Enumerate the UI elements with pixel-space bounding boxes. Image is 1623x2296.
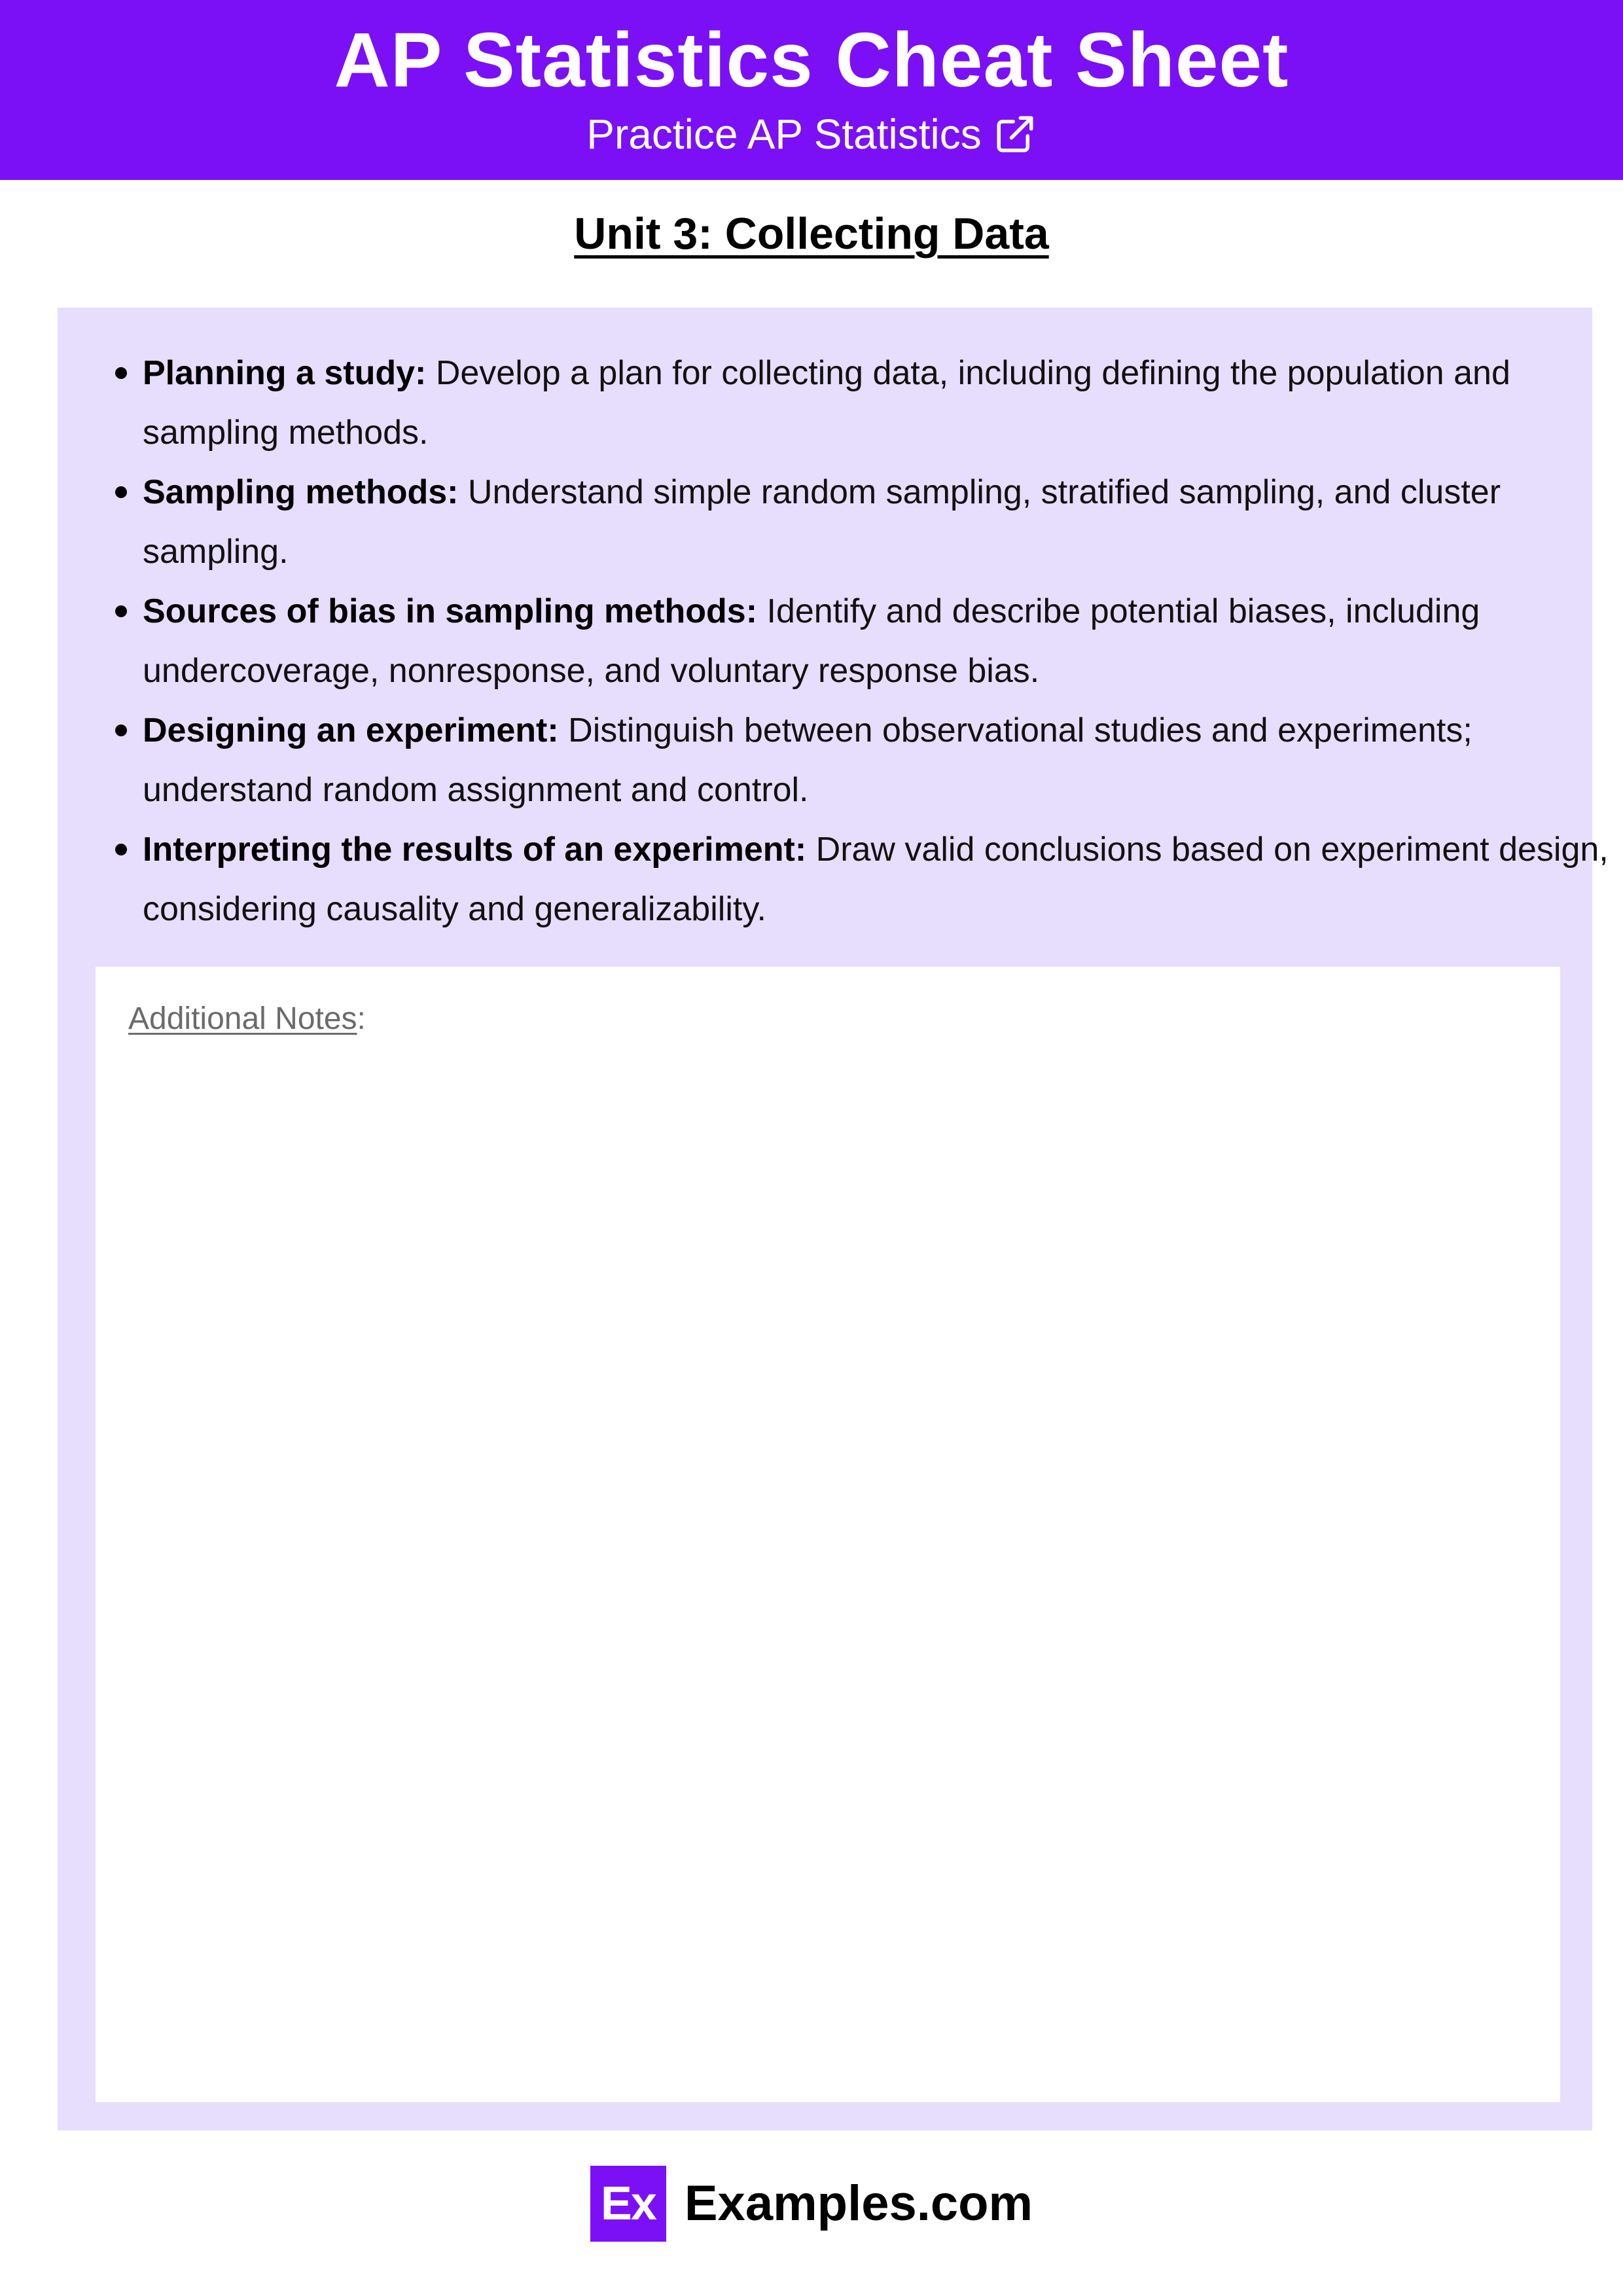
bullet-icon — [115, 844, 127, 855]
bullet-icon — [115, 605, 127, 617]
topic-term: Designing an experiment: — [143, 711, 559, 749]
topic-description: Identify and describe potential biases, including undercoverage, nonresponse, and voluntary response bias. — [143, 592, 1480, 690]
topic-term: Interpreting the results of an experiment: — [143, 831, 807, 869]
topic-list — [143, 344, 1609, 939]
list-item — [143, 701, 1609, 820]
topic-term: Sources of bias in sampling methods: — [143, 592, 758, 630]
notes-label-text: Additional Notes — [128, 1001, 357, 1036]
page-title: AP Statistics Cheat Sheet — [334, 17, 1289, 103]
bullet-icon — [115, 486, 127, 498]
additional-notes-area[interactable] — [96, 967, 1560, 2102]
topic-description: Develop a plan for collecting data, including defining the population and sampling methods. — [143, 354, 1510, 452]
list-item — [143, 344, 1609, 463]
external-link-icon — [993, 113, 1037, 156]
content-panel — [58, 308, 1609, 2130]
practice-link[interactable] — [0, 105, 1623, 164]
footer-brand-bar — [0, 2164, 1623, 2243]
notes-label — [128, 999, 366, 1039]
list-item — [143, 820, 1609, 939]
topic-term: Planning a study: — [143, 354, 427, 392]
bullet-icon — [115, 725, 127, 736]
list-item — [143, 582, 1609, 701]
unit-title: Unit 3: Collecting Data — [574, 209, 1049, 259]
footer-brand-name[interactable]: Examples.com — [684, 2176, 1033, 2231]
notes-label-colon: : — [357, 1001, 366, 1036]
topic-description: Distinguish between observational studies and experiments; understand random assignment and control. — [143, 711, 1472, 809]
examples-logo: Ex — [590, 2166, 666, 2242]
topic-description: Draw valid conclusions based on experiment design, considering causality and generalizability. — [143, 831, 1609, 928]
header-banner — [0, 0, 1623, 180]
list-item — [143, 463, 1609, 582]
bullet-icon — [115, 367, 127, 379]
practice-link-label: Practice AP Statistics — [586, 111, 982, 158]
topic-description: Understand simple random sampling, stratified sampling, and cluster sampling. — [143, 473, 1501, 571]
topic-term: Sampling methods: — [143, 473, 459, 511]
